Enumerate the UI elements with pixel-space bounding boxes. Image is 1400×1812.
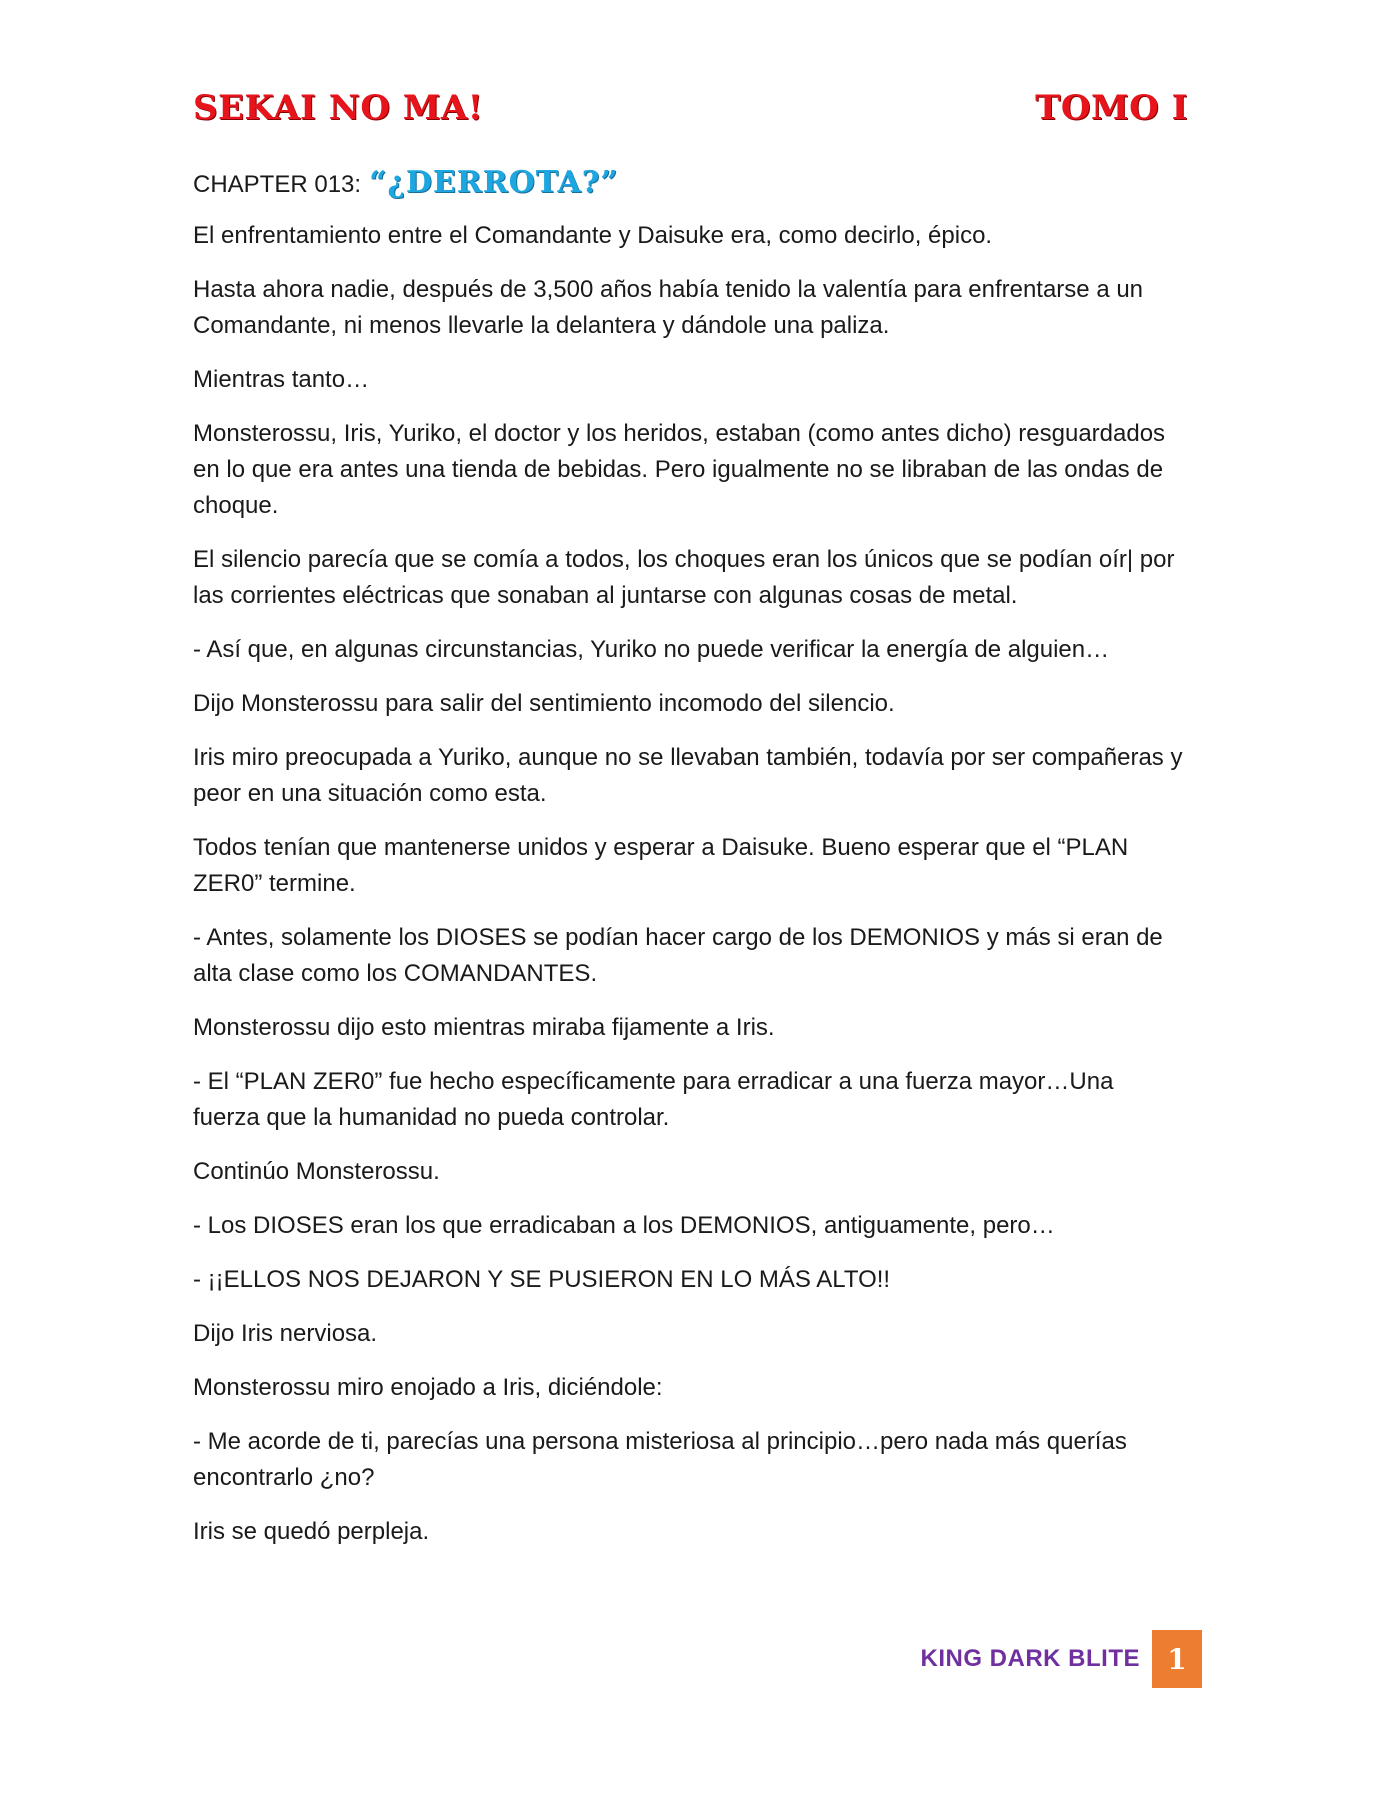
paragraph: Dijo Monsterossu para salir del sentimiento incomodo del silencio. xyxy=(193,690,895,717)
paragraph: Hasta ahora nadie, después de 3,500 años había tenido la valentía para enfrentarse a un Comandante, ni menos llevarle la delantera y dándole una paliza. xyxy=(193,276,1144,339)
paragraph: - Los DIOSES eran los que erradicaban a los DEMONIOS, antiguamente, pero… xyxy=(193,1212,1055,1239)
page-number: 1 xyxy=(1152,1630,1202,1688)
paragraph: Iris miro preocupada a Yuriko, aunque no se llevaban también, todavía por ser compañeras y peor en una situación como esta. xyxy=(193,744,1183,807)
paragraph: Continúo Monsterossu. xyxy=(193,1158,440,1185)
chapter-title: “¿DERROTA?” xyxy=(369,165,619,200)
paragraph: Iris se quedó perpleja. xyxy=(193,1518,430,1545)
chapter-body xyxy=(193,218,1183,1568)
paragraph: Monsterossu dijo esto mientras miraba fijamente a Iris. xyxy=(193,1014,775,1041)
paragraph: - Antes, solamente los DIOSES se podían hacer cargo de los DEMONIOS y más si eran de alta clase como los COMANDANTES. xyxy=(193,924,1163,987)
series-title: SEKAI NO MA! xyxy=(193,88,484,128)
page-header xyxy=(193,88,1188,128)
paragraph: El silencio parecía que se comía a todos, los choques eran los únicos que se podían oír| por las corrientes eléctricas que sonaban al juntarse con algunas cosas de metal. xyxy=(193,546,1175,609)
paragraph: - Me acorde de ti, parecías una persona misteriosa al principio…pero nada más querías encontrarlo ¿no? xyxy=(193,1428,1127,1491)
paragraph: Monsterossu miro enojado a Iris, diciéndole: xyxy=(193,1374,663,1401)
paragraph: Monsterossu, Iris, Yuriko, el doctor y los heridos, estaban (como antes dicho) resguardados en lo que era antes una tienda de bebidas. Pero igualmente no se libraban de las ondas de choque. xyxy=(193,420,1166,519)
paragraph: - Así que, en algunas circunstancias, Yuriko no puede verificar la energía de alguien… xyxy=(193,636,1110,663)
paragraph: - El “PLAN ZER0” fue hecho específicamente para erradicar a una fuerza mayor…Una fuerza que la humanidad no pueda controlar. xyxy=(193,1068,1114,1131)
paragraph: El enfrentamiento entre el Comandante y Daisuke era, como decirlo, épico. xyxy=(193,222,993,249)
paragraph: Todos tenían que mantenerse unidos y esperar a Daisuke. Bueno esperar que el “PLAN ZER0” termine. xyxy=(193,834,1129,897)
author-name: KING DARK BLITE xyxy=(920,1645,1140,1672)
chapter-label: CHAPTER 013: xyxy=(193,171,362,198)
chapter-heading xyxy=(193,165,619,200)
paragraph: Mientras tanto… xyxy=(193,366,370,393)
paragraph: Dijo Iris nerviosa. xyxy=(193,1320,378,1347)
page-footer xyxy=(921,1630,1203,1688)
volume-label: TOMO I xyxy=(1035,88,1188,128)
paragraph: - ¡¡ELLOS NOS DEJARON Y SE PUSIERON EN LO MÁS ALTO!! xyxy=(193,1266,891,1293)
